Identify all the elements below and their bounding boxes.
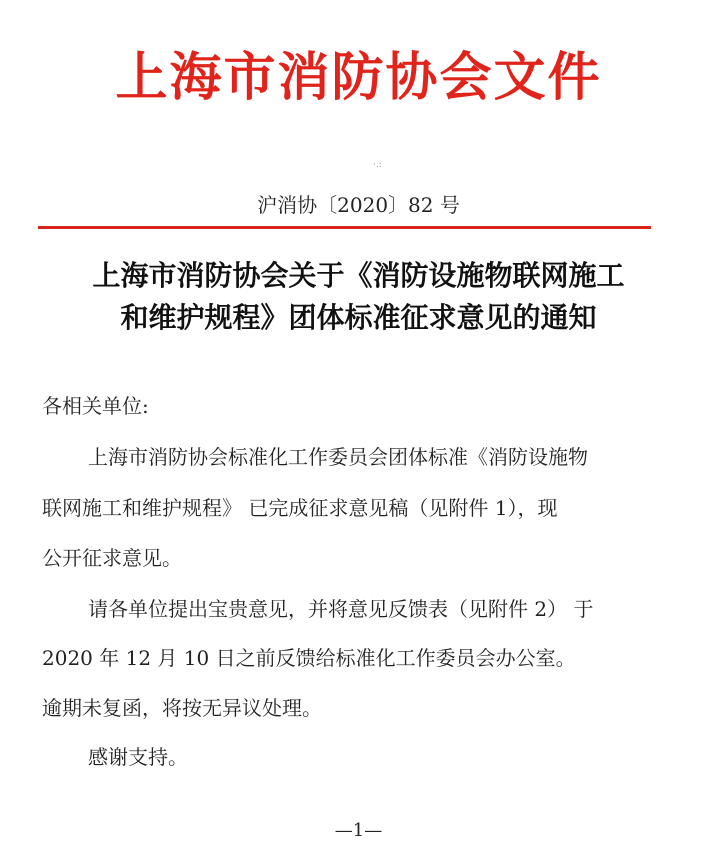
paragraph-line: 逾期未复函，将按无异议处理。 (42, 696, 322, 720)
header-divider (38, 226, 651, 229)
salutation: 各相关单位: (42, 394, 149, 418)
paragraph-line: 请各单位提出宝贵意见，并将意见反馈表（见附件 2） 于 (88, 597, 594, 621)
paragraph-line: 2020 年 12 月 10 日之前反馈给标准化工作委员会办公室。 (42, 646, 576, 670)
paragraph-line: 联网施工和维护规程》 已完成征求意见稿（见附件 1），现 (42, 496, 558, 520)
notice-title-line: 上海市消防协会关于《消防设施物联网施工 (92, 259, 625, 292)
closing-thanks: 感谢支持。 (88, 745, 188, 769)
page-number: —1— (334, 820, 383, 841)
document-header-title: 上海市消防协会文件 (115, 47, 602, 108)
paragraph-line: 公开征求意见。 (42, 546, 182, 570)
notice-title (30, 255, 687, 339)
paragraph-line: 上海市消防协会标准化工作委员会团体标准《消防设施物 (88, 445, 588, 469)
notice-title-line: 和维护规程》团体标准征求意见的通知 (120, 301, 597, 334)
document-number: 沪消协〔2020〕82 号 (257, 193, 460, 217)
scan-speck: ·.: (373, 160, 382, 170)
